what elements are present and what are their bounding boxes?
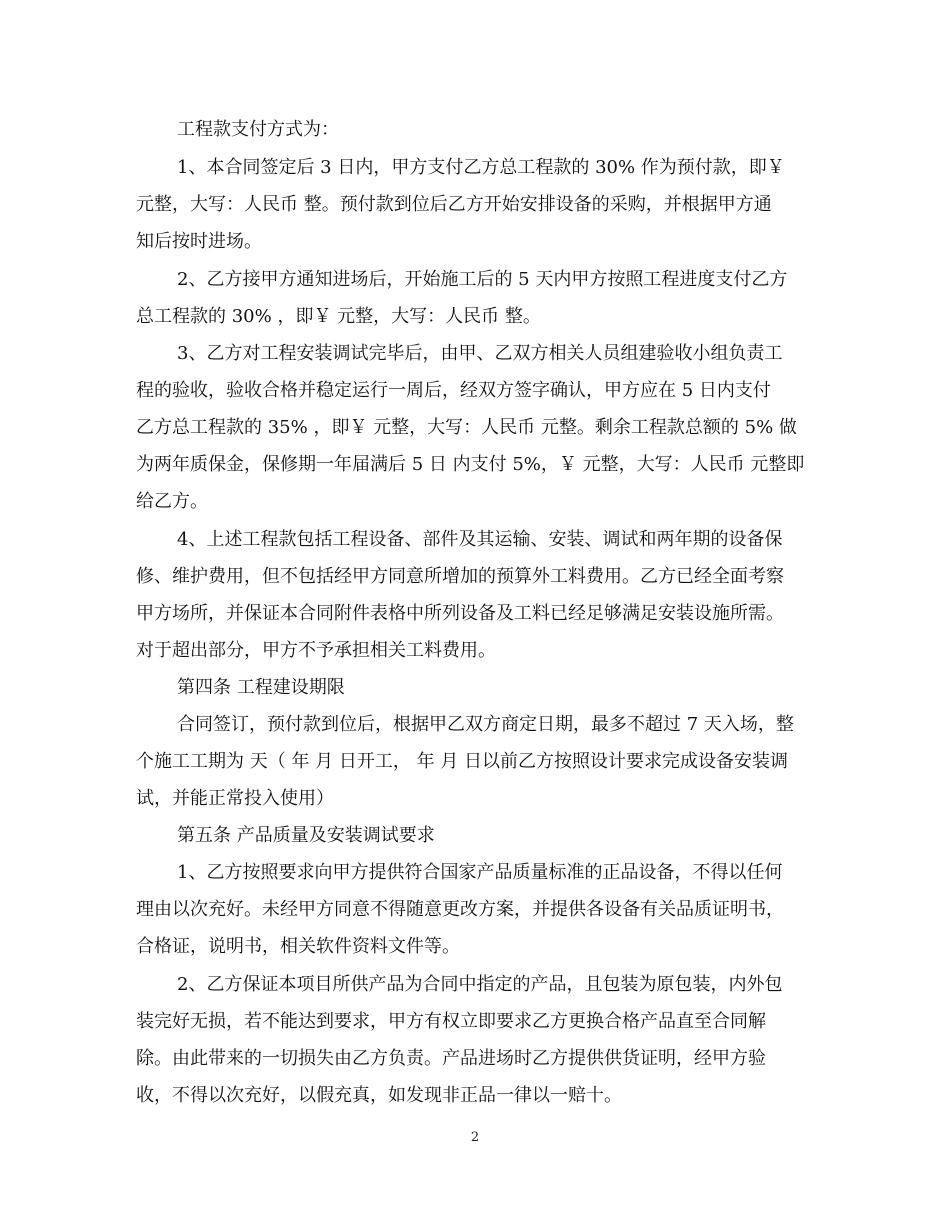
text-line: 修、维护费用，但不包括经甲方同意所增加的预算外工料费用。乙方已经全面考察 [136,566,784,587]
text-line: 给乙方。 [136,491,208,512]
text-line: 对于超出部分，甲方不予承担相关工料费用。 [136,640,496,661]
text-line: 合格证，说明书，相关软件资料文件等。 [136,936,460,957]
text-line: 1、本合同签定后 3 日内，甲方支付乙方总工程款的 30% 作为预付款，即￥ [177,157,785,178]
text-line: 乙方总工程款的 35% ，即￥ 元整，大写：人民币 元整。剩余工程款总额的 5% 做 [136,417,797,438]
text-line: 理由以次充好。未经甲方同意不得随意更改方案，并提供各设备有关品质证明书， [136,899,784,920]
page-number: 2 [470,1130,480,1145]
text-line: 甲方场所，并保证本合同附件表格中所列设备及工料已经足够满足安装设施所需。 [136,603,784,624]
text-line: 知后按时进场。 [136,231,262,252]
text-line: 试，并能正常投入使用） [136,788,334,809]
text-line: 为两年质保金，保修期一年届满后 5 日 内支付 5%，￥ 元整，大写：人民币 元整即 [136,454,805,475]
text-line: 除。由此带来的一切损失由乙方负责。产品进场时乙方提供供货证明，经甲方验 [136,1048,766,1069]
text-line: 2、乙方接甲方通知进场后，开始施工后的 5 天内甲方按照工程进度支付乙方 [177,269,788,290]
text-line: 程的验收，验收合格并稳定运行一周后，经双方签字确认，甲方应在 5 日内支付 [136,380,771,401]
text-line: 工程款支付方式为： [177,119,339,140]
text-line: 个施工工期为 天（ 年 月 日开工， 年 月 日以前乙方按照设计要求完成设备安装调 [136,751,789,772]
section-heading: 第五条 产品质量及安装调试要求 [177,825,435,846]
text-line: 总工程款的 30% ，即￥ 元整，大写：人民币 整。 [136,306,541,327]
section-heading: 第四条 工程建设期限 [177,677,345,698]
text-line: 3、乙方对工程安装调试完毕后，由甲、乙双方相关人员组建验收小组负责工 [177,343,783,364]
text-line: 收，不得以次充好，以假充真，如发现非正品一律以一赔十。 [136,1085,622,1106]
text-line: 装完好无损，若不能达到要求，甲方有权立即要求乙方更换合格产品直至合同解 [136,1011,766,1032]
text-line: 合同签订，预付款到位后，根据甲乙双方商定日期，最多不超过 7 天入场，整 [177,714,794,735]
text-line: 元整，大写：人民币 整。预付款到位后乙方开始安排设备的采购，并根据甲方通 [136,194,772,215]
text-line: 2、乙方保证本项目所供产品为合同中指定的产品，且包装为原包装，内外包 [177,974,783,995]
text-line: 1、乙方按照要求向甲方提供符合国家产品质量标准的正品设备，不得以任何 [177,862,783,883]
text-line: 4、上述工程款包括工程设备、部件及其运输、安装、调试和两年期的设备保 [177,529,783,550]
